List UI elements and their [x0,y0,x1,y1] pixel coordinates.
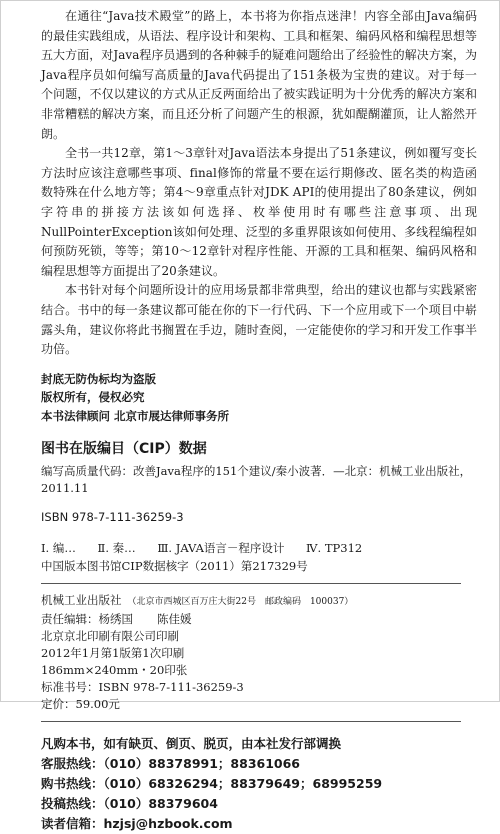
intro-paragraph-3: 本书针对每个问题所设计的应用场景都非常典型，给出的建议也都与实践紧密结合。书中的每一条建议都可能在你的下一行代码、下一个应用或下一个项目中崭露头角，建议你将此书搁置在手边，随时查阅，一定能使你的学习和开发工作事半功倍。 [41,283,477,357]
customer-hotline: 客服热线：（010）88378991；88361066 [41,756,301,772]
rights-notice [41,370,477,426]
standard-number: 标准书号：ISBN 978-7-111-36259-3 [41,680,244,695]
classification-line [41,540,477,557]
publisher-address: （北京市西城区百万庄大街22号 邮政编码 100037） [127,597,354,608]
reader-email: 读者信箱：hzjsj@hzbook.com [41,816,233,832]
service-info [41,734,477,834]
intro-paragraph-1: 在通往“Java技术殿堂”的路上，本书将为你指点迷津！内容全部由Java编码的最佳实践组成，从语法、程序设计和架构、工具和框架、编码风格和编程思想等五大方面，对Java程序员遇到的各种棘手的疑难问题给出了经验性的解决方案，为Java程序员如何编写高质量的Java代码提出了151条极为宝贵的建议。对于每一个问题，不仅以建议的方式从正反两面给出了被实践证明为十分优秀的解决方案和非常糟糕的解决方案，而且还分析了问题产生的根源，犹如醍醐灌顶，让人豁然开朗。 [41,9,477,141]
responsible-editor: 责任编辑：杨绣国 [41,612,133,627]
publication-details [41,611,477,713]
book-introduction [41,7,477,360]
printer: 北京京北印刷有限公司印刷 [41,629,179,644]
anti-piracy-notice: 封底无防伪标均为盗版 [41,371,156,386]
cip-entry: 编写高质量代码：改善Java程序的151个建议/秦小波著．—北京：机械工业出版社，2011.11 [41,464,472,496]
publisher-name: 机械工业出版社 [41,593,122,608]
price: 定价：59.00元 [41,697,120,712]
class-item: Ⅱ. 秦… [97,541,136,556]
publisher-line [41,592,477,611]
editors-line [41,611,477,628]
submission-hotline: 投稿热线：（010）88379604 [41,796,218,812]
legal-counsel: 本书法律顾问 北京市展达律师事务所 [41,408,230,423]
class-item: Ⅰ. 编… [41,541,76,556]
replacement-notice: 凡购本书，如有缺页、倒页、脱页，由本社发行部调换 [41,736,342,752]
book-format: 186mm×240mm・20印张 [41,663,188,678]
purchase-hotline: 购书热线：（010）68326294；88379649；68995259 [41,776,383,792]
isbn: ISBN 978-7-111-36259-3 [41,510,184,525]
second-editor: 陈佳媛 [157,612,192,627]
class-item: Ⅳ. TP312 [306,541,363,556]
page-content [41,7,477,834]
divider [41,583,461,584]
class-item: Ⅲ. JAVA语言－程序设计 [157,541,285,556]
divider [41,721,461,722]
intro-paragraph-2: 全书一共12章，第1～3章针对Java语法本身提出了51条建议，例如覆写变长方法时应该注意哪些事项、final修饰的常量不要在运行期修改、匿名类的构造函数特殊在什么地方等；第4～9章重点针对JDK API的使用提出了80条建议，例如字符串的拼接方法该如何选择、枚举使用时有哪些注意事项、出现NullPointerException该如何处理、泛型的多重界限该如何使用、多线程编程如何预防死锁，等等；第10～12章针对程序性能、开源的工具和框架、编码风格和编程思想等方面提出了20条建议。 [41,146,477,278]
copyright-notice: 版权所有，侵权必究 [41,390,145,405]
cip-record-number: 中国版本图书馆CIP数据核字（2011）第217329号 [41,559,308,574]
cip-title: 图书在版编目（CIP）数据 [41,441,207,458]
edition: 2012年1月第1版第1次印刷 [41,646,185,661]
